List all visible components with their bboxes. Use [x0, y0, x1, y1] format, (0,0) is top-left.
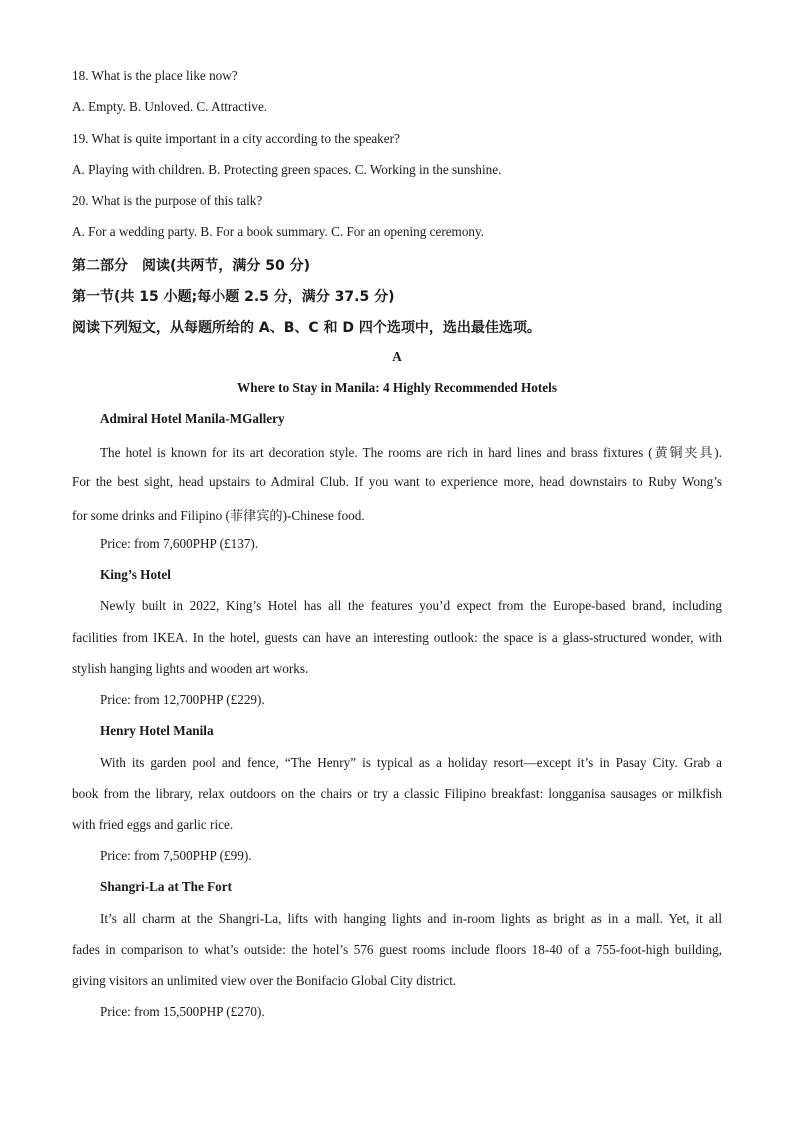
hotel-name: Henry Hotel Manila: [100, 723, 214, 738]
hotel-price: Price: from 12,700PHP (£229).: [100, 692, 265, 707]
paragraph-line: for some drinks and Filipino (菲律宾的)-Chinese food.: [72, 508, 365, 523]
paragraph-line: The hotel is known for its art decoration style. The rooms are rich in hard lines and brass fixtures (黄铜夹具).: [100, 445, 722, 460]
question-19-options: A. Playing with children. B. Protecting green spaces. C. Working in the sunshine.: [72, 162, 502, 177]
paragraph-line: giving visitors an unlimited view over the Bonifacio Global City district.: [72, 973, 457, 988]
hotel-price: Price: from 7,600PHP (£137).: [100, 536, 259, 551]
instruction: 阅读下列短文，从每题所给的 A、B、C 和 D 四个选项中，选出最佳选项。: [72, 320, 541, 336]
paragraph-line: For the best sight, head upstairs to Admiral Club. If you want to experience more, head downstairs to Ruby Wong’s: [72, 474, 722, 489]
paragraph-line: facilities from IKEA. In the hotel, guests can have an interesting outlook: the space is a glass-structured wonder, with: [72, 630, 722, 645]
hotel-name: Admiral Hotel Manila-MGallery: [100, 411, 285, 426]
question-19: 19. What is quite important in a city according to the speaker?: [72, 131, 400, 146]
hotel-price: Price: from 7,500PHP (£99).: [100, 848, 252, 863]
paragraph-line: Newly built in 2022, King’s Hotel has all the features you’d expect from the Europe-based brand, including: [100, 598, 722, 613]
question-20: 20. What is the purpose of this talk?: [72, 193, 263, 208]
hotel-name: King’s Hotel: [100, 567, 171, 582]
paragraph-line: with fried eggs and garlic rice.: [72, 817, 234, 832]
passage-title: Where to Stay in Manila: 4 Highly Recommended Hotels: [237, 380, 557, 395]
hotel-name: Shangri-La at The Fort: [100, 879, 233, 894]
paragraph-line: With its garden pool and fence, “The Henry” is typical as a holiday resort—except it’s in Pasay City. Grab a: [100, 755, 722, 770]
paragraph-line: book from the library, relax outdoors on the chairs or try a classic Filipino breakfast: longganisa sausages or milkfish: [72, 786, 722, 801]
hotel-price: Price: from 15,500PHP (£270).: [100, 1004, 265, 1019]
paragraph-line: fades in comparison to what’s outside: the hotel’s 576 guest rooms include floors 18-40 of a 755-foot-high building,: [72, 942, 722, 957]
question-18-options: A. Empty. B. Unloved. C. Attractive.: [72, 99, 268, 114]
section-title: 第一节(共 15 小题;每小题 2.5 分，满分 37.5 分): [72, 289, 395, 305]
passage-letter: A: [392, 349, 402, 364]
paragraph-line: It’s all charm at the Shangri-La, lifts with hanging lights and in-room lights as bright as in a mall. Yet, it all: [100, 911, 722, 926]
question-20-options: A. For a wedding party. B. For a book summary. C. For an opening ceremony.: [72, 224, 485, 239]
part-title: 第二部分 阅读(共两节，满分 50 分): [72, 258, 311, 274]
paragraph-line: stylish hanging lights and wooden art works.: [72, 661, 309, 676]
question-18: 18. What is the place like now?: [72, 68, 238, 83]
